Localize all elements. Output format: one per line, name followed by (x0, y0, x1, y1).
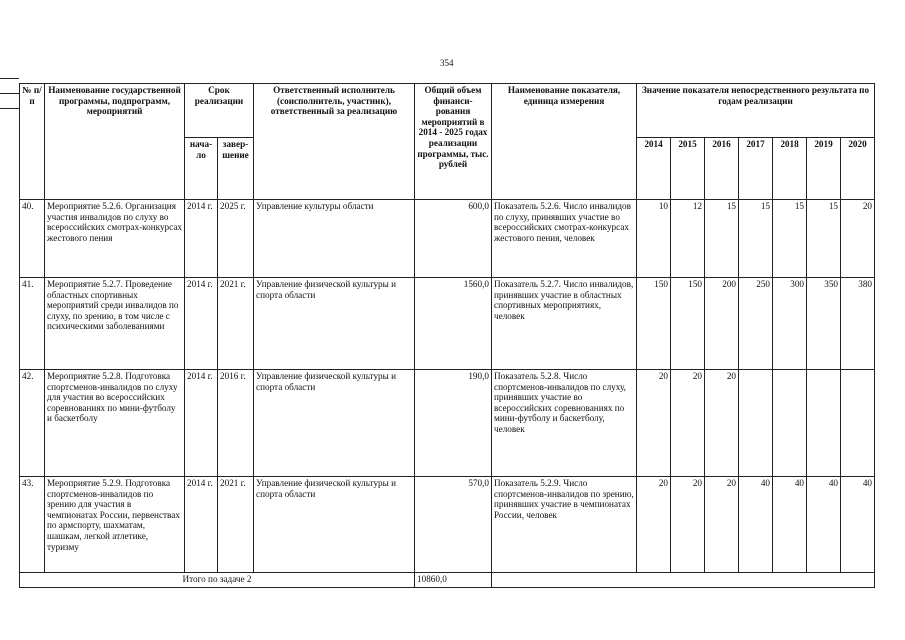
row-year-value: 20 (705, 477, 739, 573)
row-start-year: 2014 г. (185, 477, 218, 573)
row-year-value: 20 (705, 370, 739, 477)
total-value: 10860,0 (415, 573, 492, 588)
table-row (20, 200, 875, 278)
row-end-year: 2021 г. (218, 477, 254, 573)
row-funding-volume: 600,0 (415, 200, 492, 278)
row-executor: Управление культуры области (254, 200, 415, 278)
header-term: Срок реализации (185, 84, 254, 138)
year-header: 2020 (841, 138, 875, 200)
table-row (20, 370, 875, 477)
row-start-year: 2014 г. (185, 200, 218, 278)
row-activity-name: Мероприятие 5.2.9. Подготовка спортсменов-инвалидов по зрению для участия в чемпионатах России, первенствах по армспорту, шахматам, шашкам, легкой атлетике, туризму (45, 477, 185, 573)
header-end: завер-шение (218, 138, 254, 200)
table-row (20, 477, 875, 573)
row-indicator: Показатель 5.2.8. Число спортсменов-инвалидов по слуху, принявших участие во всероссийских соревнованиях по мини-футболу и баскетболу, человек (492, 370, 637, 477)
row-executor: Управление физической культуры и спорта области (254, 477, 415, 573)
total-empty (492, 573, 875, 588)
margin-line (0, 93, 19, 94)
header-start: нача-ло (185, 138, 218, 200)
row-num: 41. (20, 278, 45, 370)
row-activity-name: Мероприятие 5.2.7. Проведение областных спортивных мероприятий среди инвалидов по слуху, по зрению, в том числе с психическими заболеваниями (45, 278, 185, 370)
row-year-value: 40 (773, 477, 807, 573)
row-end-year: 2021 г. (218, 278, 254, 370)
row-year-value: 20 (637, 477, 671, 573)
row-year-value: 150 (637, 278, 671, 370)
row-end-year: 2016 г. (218, 370, 254, 477)
header-values: Значение показателя непосредственного результата по годам реализации (637, 84, 875, 138)
row-year-value: 15 (705, 200, 739, 278)
row-year-value: 15 (773, 200, 807, 278)
total-label: Итого по задаче 2 (20, 573, 415, 588)
total-row (20, 573, 875, 588)
row-year-value: 40 (841, 477, 875, 573)
row-executor: Управление физической культуры и спорта области (254, 370, 415, 477)
row-year-value: 20 (671, 370, 705, 477)
header-row-1 (20, 84, 875, 138)
row-year-value (841, 370, 875, 477)
year-header: 2019 (807, 138, 841, 200)
row-year-value: 20 (841, 200, 875, 278)
row-num: 43. (20, 477, 45, 573)
row-year-value: 350 (807, 278, 841, 370)
row-start-year: 2014 г. (185, 278, 218, 370)
header-indicator: Наименование показателя, единица измерения (492, 84, 637, 200)
header-num: № п/п (20, 84, 45, 200)
row-executor: Управление физической культуры и спорта области (254, 278, 415, 370)
row-indicator: Показатель 5.2.7. Число инвалидов, принявших участие в областных спортивных мероприятиях, человек (492, 278, 637, 370)
year-header: 2018 (773, 138, 807, 200)
row-year-value: 20 (637, 370, 671, 477)
header-volume: Общий объем финанси-рования мероприятий в 2014 - 2025 годах реализации программы, тыс. рублей (415, 84, 492, 200)
row-funding-volume: 570,0 (415, 477, 492, 573)
row-year-value: 40 (739, 477, 773, 573)
row-year-value: 12 (671, 200, 705, 278)
year-header: 2016 (705, 138, 739, 200)
row-funding-volume: 1560,0 (415, 278, 492, 370)
year-header: 2014 (637, 138, 671, 200)
row-num: 40. (20, 200, 45, 278)
row-year-value (807, 370, 841, 477)
header-executor: Ответственный исполнитель (соисполнитель, участник), ответственный за реализацию (254, 84, 415, 200)
row-num: 42. (20, 370, 45, 477)
header-name: Наименование государственной программы, подпрограмм, мероприятий (45, 84, 185, 200)
row-year-value: 300 (773, 278, 807, 370)
page-number: 354 (440, 58, 454, 68)
row-indicator: Показатель 5.2.9. Число спортсменов-инвалидов по зрению, принявших участие в чемпионатах России, человек (492, 477, 637, 573)
row-year-value: 380 (841, 278, 875, 370)
row-end-year: 2025 г. (218, 200, 254, 278)
row-year-value: 15 (807, 200, 841, 278)
row-indicator: Показатель 5.2.6. Число инвалидов по слуху, принявших участие во всероссийских смотрах-конкурсах жестового пения, человек (492, 200, 637, 278)
margin-line (0, 78, 19, 79)
program-table (19, 83, 875, 588)
row-year-value: 15 (739, 200, 773, 278)
table-row (20, 278, 875, 370)
row-year-value: 40 (807, 477, 841, 573)
row-start-year: 2014 г. (185, 370, 218, 477)
row-year-value (739, 370, 773, 477)
margin-line (0, 108, 19, 109)
margin-marks (0, 78, 19, 123)
row-year-value (773, 370, 807, 477)
row-year-value: 250 (739, 278, 773, 370)
row-activity-name: Мероприятие 5.2.6. Организация участия инвалидов по слуху во всероссийских смотрах-конкурсах жестового пения (45, 200, 185, 278)
row-year-value: 200 (705, 278, 739, 370)
year-header: 2015 (671, 138, 705, 200)
row-year-value: 150 (671, 278, 705, 370)
row-year-value: 20 (671, 477, 705, 573)
row-funding-volume: 190,0 (415, 370, 492, 477)
row-activity-name: Мероприятие 5.2.8. Подготовка спортсменов-инвалидов по слуху для участия во всероссийских соревнованиях по мини-футболу и баскетболу (45, 370, 185, 477)
year-header: 2017 (739, 138, 773, 200)
row-year-value: 10 (637, 200, 671, 278)
